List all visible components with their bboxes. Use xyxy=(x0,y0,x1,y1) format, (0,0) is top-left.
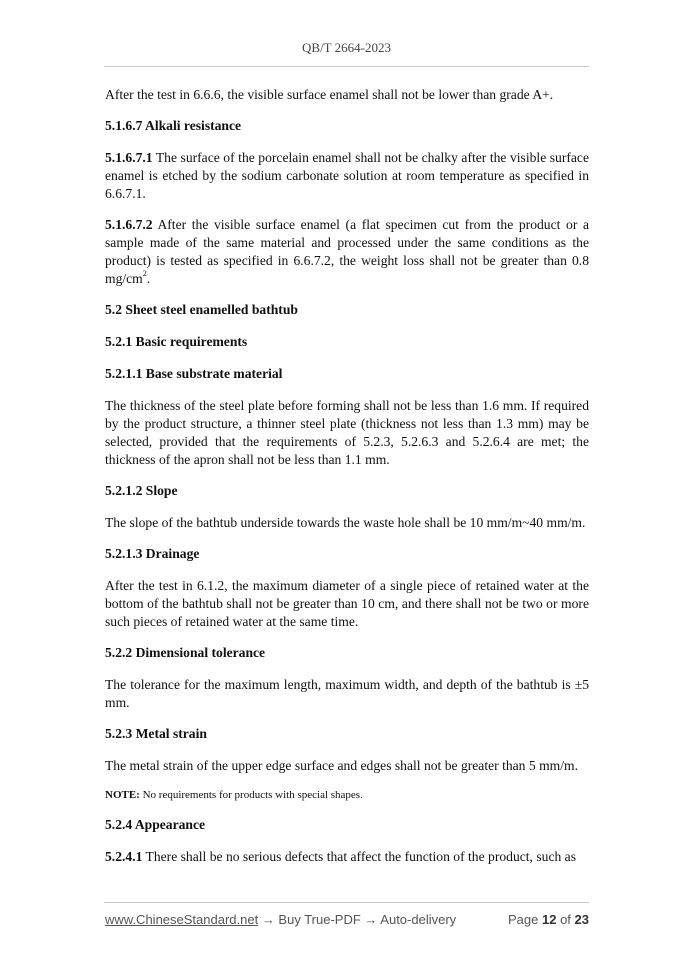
clause-text-end: . xyxy=(146,271,151,286)
clause-text: The surface of the porcelain enamel shall not be chalky after the visible surface enamel is etched by the sodium carbonate solution at room temperature as specified in 6.6.7.1. xyxy=(105,150,589,201)
section-heading: 5.2.1.3 Drainage xyxy=(105,546,200,561)
clause-number: 5.1.6.7.1 xyxy=(105,150,153,165)
clause-number: 5.2.4.1 xyxy=(105,849,143,864)
section-heading: 5.2.2 Dimensional tolerance xyxy=(105,645,266,660)
paragraph xyxy=(105,216,589,288)
section-heading: 5.2.1.1 Base substrate material xyxy=(105,366,283,381)
paragraph xyxy=(105,848,589,866)
note xyxy=(105,788,589,802)
header-divider xyxy=(104,66,589,67)
superscript: 2 xyxy=(142,269,147,279)
footer-divider xyxy=(104,902,589,903)
document-body xyxy=(105,86,589,879)
total-pages: 23 xyxy=(574,912,589,927)
site-link[interactable]: www.ChineseStandard.net xyxy=(105,912,259,927)
section-heading: 5.2.1 Basic requirements xyxy=(105,334,248,349)
section-heading: 5.2 Sheet steel enamelled bathtub xyxy=(105,302,298,317)
section-heading: 5.2.1.2 Slope xyxy=(105,483,178,498)
page-label: Page xyxy=(508,912,542,927)
paragraph: After the test in 6.6.6, the visible surface enamel shall not be lower than grade A+. xyxy=(105,87,554,102)
clause-number: 5.1.6.7.2 xyxy=(105,217,153,232)
paragraph: After the test in 6.1.2, the maximum diameter of a single piece of retained water at the bottom of the bathtub shall not be greater than 10 cm, and there shall not be two or more such pieces of retained water at the same time. xyxy=(105,578,589,629)
footer-promo xyxy=(105,912,456,927)
footer-tagline: → Buy True-PDF → Auto-delivery xyxy=(258,912,457,927)
clause-text: After the visible surface enamel (a flat specimen cut from the product or a sample made of the same material and processed under the same conditions as the product) is tested as specified in 6.6.7.2, the weight loss shall not be greater than 0.8 mg/cm xyxy=(105,217,589,286)
paragraph xyxy=(105,149,589,203)
section-heading: 5.1.6.7 Alkali resistance xyxy=(105,118,242,133)
paragraph: The metal strain of the upper edge surface and edges shall not be greater than 5 mm/m. xyxy=(105,758,578,773)
section-heading: 5.2.3 Metal strain xyxy=(105,726,207,741)
paragraph: The slope of the bathtub underside towards the waste hole shall be 10 mm/m~40 mm/m. xyxy=(105,515,586,530)
page-of: of xyxy=(556,912,575,927)
clause-text: There shall be no serious defects that affect the function of the product, such as xyxy=(145,849,576,864)
document-code-header: QB/T 2664-2023 xyxy=(302,40,391,55)
note-label: NOTE: xyxy=(105,789,140,801)
paragraph: The tolerance for the maximum length, maximum width, and depth of the bathtub is ±5 mm. xyxy=(105,677,589,710)
page-number xyxy=(508,912,589,927)
current-page: 12 xyxy=(541,912,557,927)
paragraph: The thickness of the steel plate before forming shall not be less than 1.6 mm. If required by the product structure, a thinner steel plate (thickness not less than 1.3 mm) may be selected, provided that the requirements of 5.2.3, 5.2.6.3 and 5.2.6.4 are met; the thickness of the apron shall not be less than 1.1 mm. xyxy=(105,398,589,467)
note-text: No requirements for products with special shapes. xyxy=(139,789,363,801)
section-heading: 5.2.4 Appearance xyxy=(105,817,206,832)
